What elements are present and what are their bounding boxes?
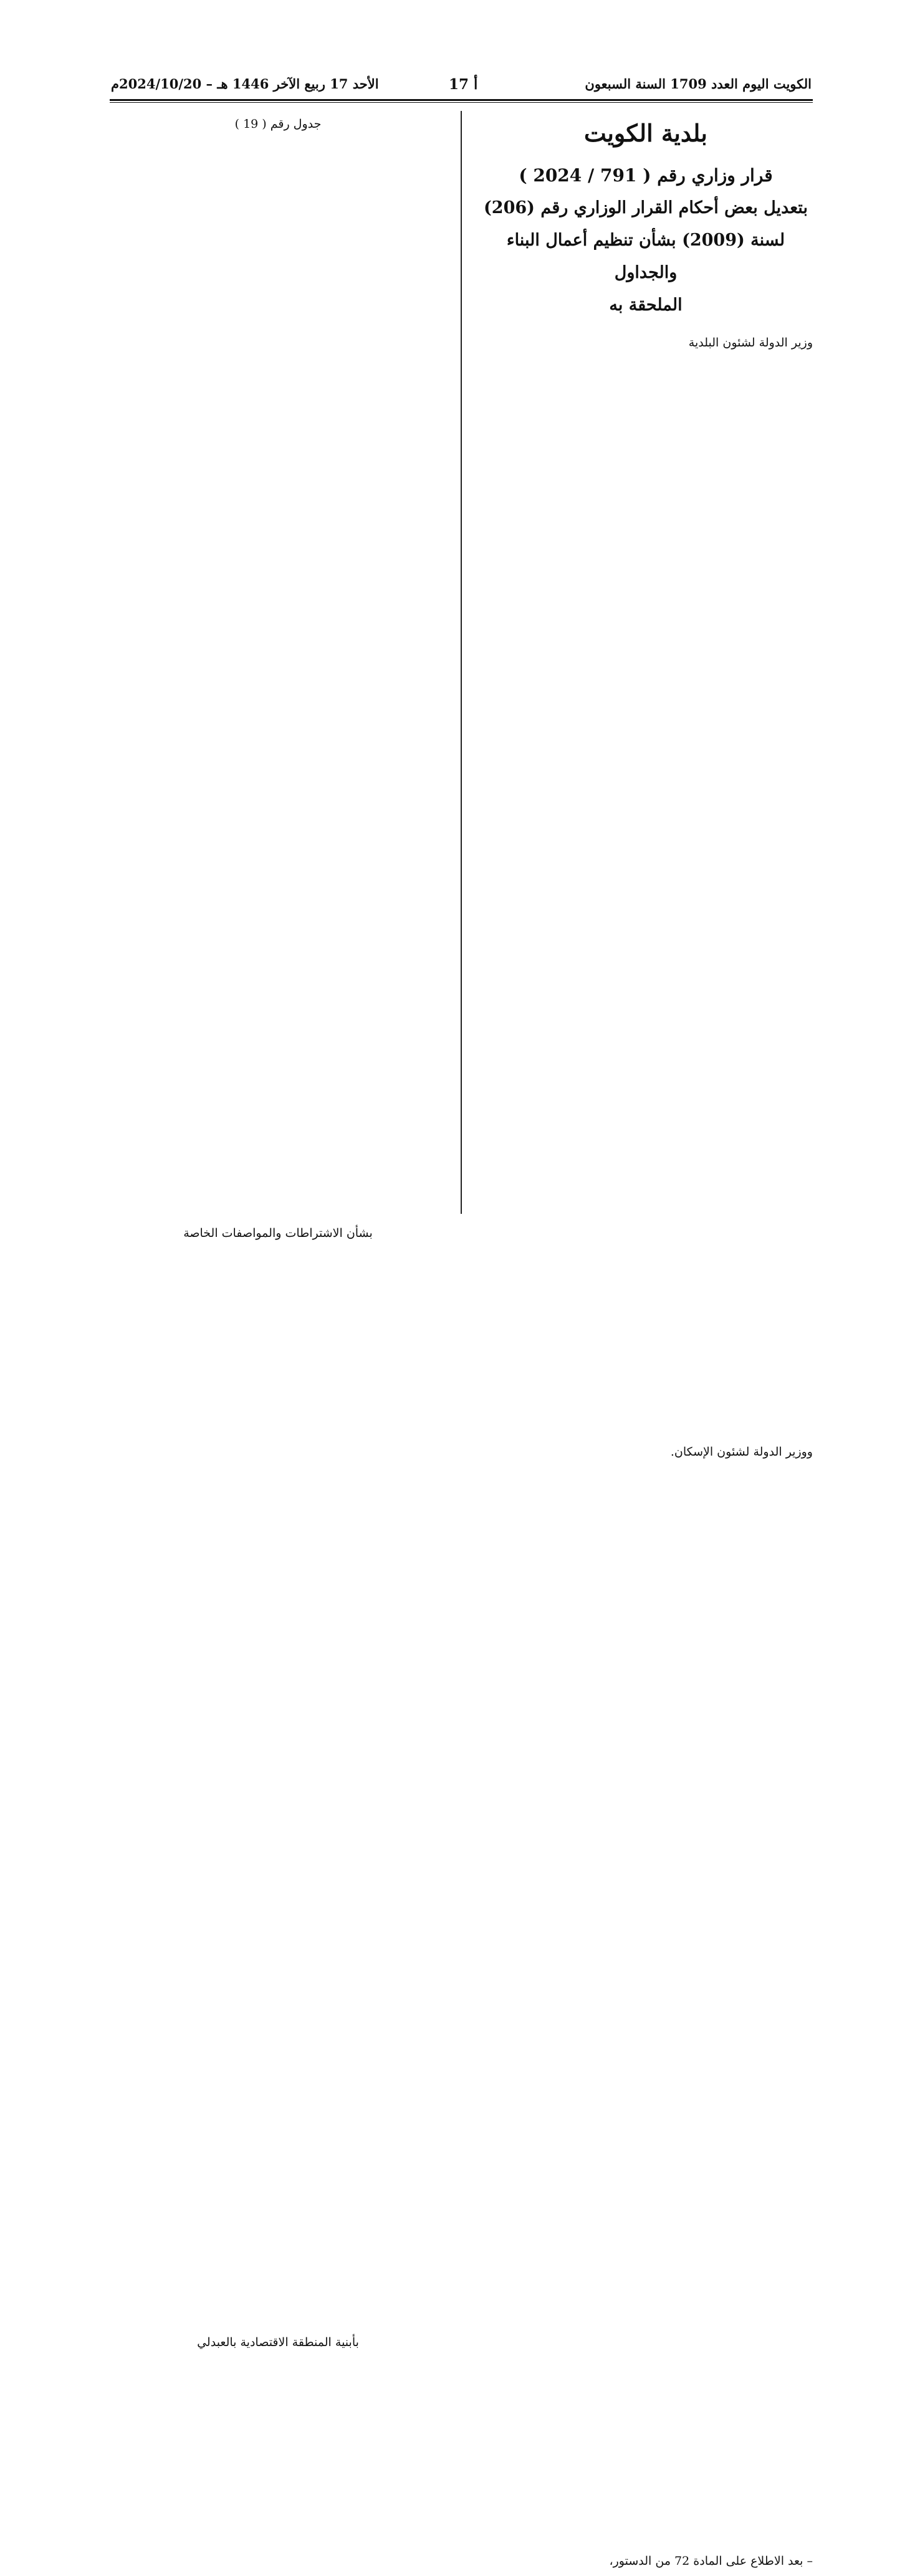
table-subject: بأبنية المنطقة الاقتصادية بالعبدلي [197, 2335, 359, 2349]
table-title: جدول رقم ( 19 ) [234, 117, 322, 131]
table-subject: بشأن الاشتراطات والمواصفات الخاصة [183, 1226, 373, 1240]
left-column [110, 111, 446, 2349]
org-title: بلدية الكويت [584, 119, 707, 147]
decree-subject-line: الملحقة به [609, 295, 683, 315]
preamble-line: – بعد الاطلاع على المادة 72 من الدستور، [609, 2554, 813, 2568]
header-rule-thin [110, 102, 813, 103]
decree-title: قرار وزاري رقم ( 791 / 2024 ) [519, 165, 773, 186]
decree-subject-line: بتعديل بعض أحكام القرار الوزاري رقم (206) [484, 198, 808, 217]
preamble-line: وزير الدولة لشئون البلدية [688, 336, 813, 350]
decree-subject-line: لسنة (2009) بشأن تنظيم أعمال البناء والجداول [506, 231, 785, 282]
header-issue-info: الكويت اليوم العدد 1709 السنة السبعون [585, 76, 812, 92]
running-header [111, 76, 812, 97]
right-column [479, 111, 813, 2568]
column-divider [461, 111, 462, 1214]
header-date: الأحد 17 ربيع الآخر 1446 هـ – 2024/10/20م [111, 76, 379, 92]
header-page-number: أ 17 [449, 76, 478, 93]
header-rule-thick [110, 99, 813, 101]
preamble-line: ووزير الدولة لشئون الإسكان. [670, 1445, 813, 1459]
